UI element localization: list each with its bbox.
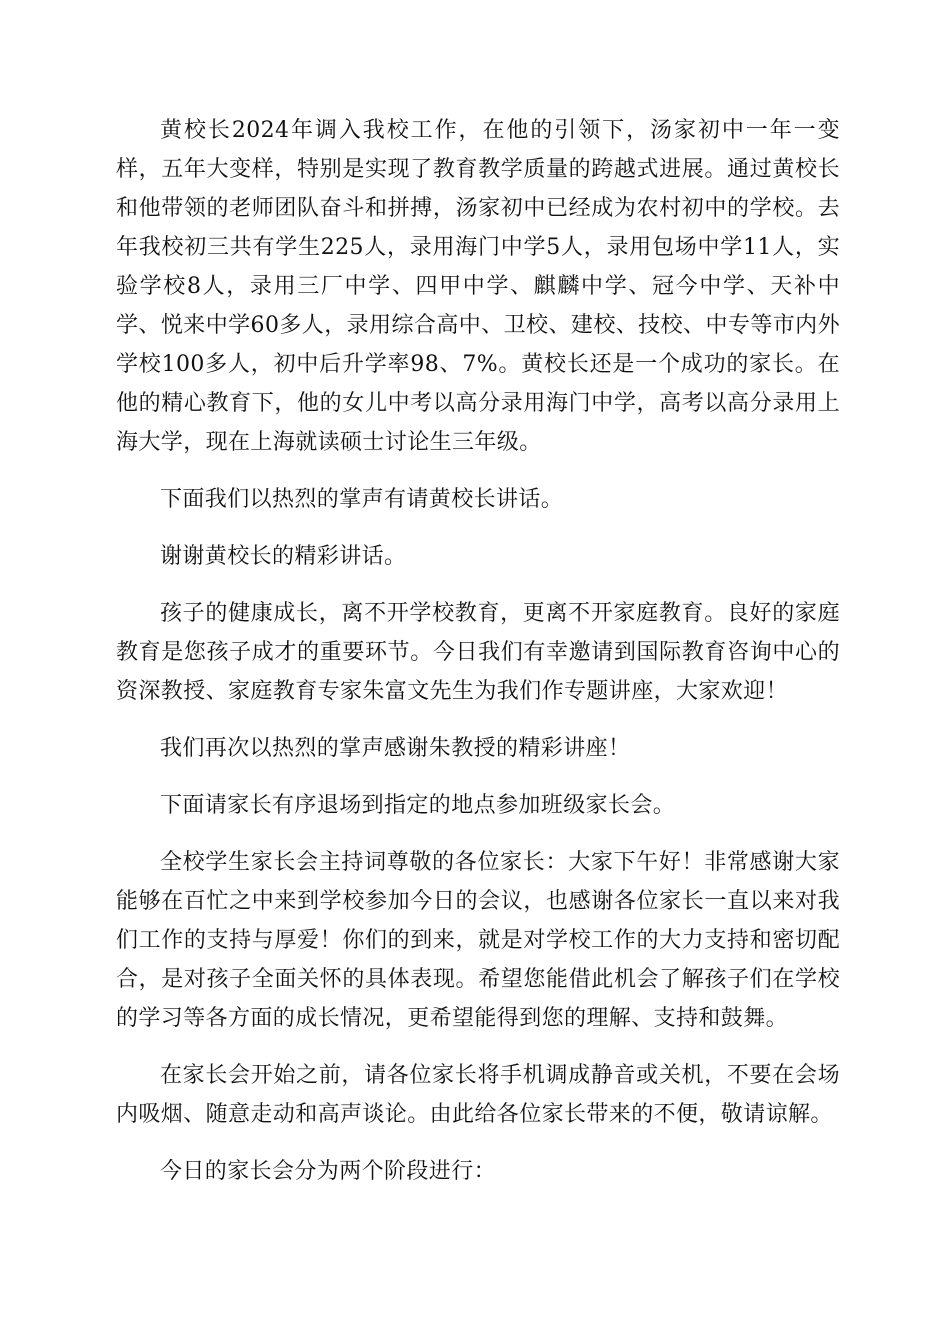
paragraph-thanks-speech: 谢谢黄校长的精彩讲话。 xyxy=(160,544,407,569)
paragraph-exit-instructions: 下面请家长有序退场到指定的地点参加班级家长会。 xyxy=(160,793,676,818)
paragraph-meeting-rules: 在家长会开始之前，请各位家长将手机调成静音或关机，不要在会场内吸烟、随意走动和高声谈论。由此给各位家长带来的不便，敬请谅解。 xyxy=(116,1063,840,1127)
paragraph-invite-speech: 下面我们以热烈的掌声有请黄校长讲话。 xyxy=(160,487,564,512)
paragraph-meeting-stages: 今日的家长会分为两个阶段进行： xyxy=(160,1159,497,1184)
document-body xyxy=(116,111,840,1209)
paragraph-thanks-lecture: 我们再次以热烈的掌声感谢朱教授的精彩讲座！ xyxy=(160,736,631,761)
paragraph-host-greeting: 全校学生家长会主持词尊敬的各位家长：大家下午好！非常感谢大家能够在百忙之中来到学校参加今日的会议，也感谢各位家长一直以来对我们工作的支持与厚爱！你们的到来，就是对学校工作的大力支持和密切配合，是对孩子全面关怀的具体表现。希望您能借此机会了解孩子们在学校的学习等各方面的成长情况，更希望能得到您的理解、支持和鼓舞。 xyxy=(116,850,840,1031)
paragraph-family-education: 孩子的健康成长，离不开学校教育，更离不开家庭教育。良好的家庭教育是您孩子成才的重要环节。今日我们有幸邀请到国际教育咨询中心的资深教授、家庭教育专家朱富文先生为我们作专题讲座，大家欢迎！ xyxy=(116,601,840,704)
paragraph-principal-intro: 黄校长2024年调入我校工作，在他的引领下，汤家初中一年一变样，五年大变样，特别是实现了教育教学质量的跨越式进展。通过黄校长和他带领的老师团队奋斗和拼搏，汤家初中已经成为农村初中的学校。去年我校初三共有学生225人，录用海门中学5人，录用包场中学11人，实验学校8人，录用三厂中学、四甲中学、麒麟中学、冠今中学、天补中学、悦来中学60多人，录用综合高中、卫校、建校、技校、中专等市内外学校100多人，初中后升学率98、7%。黄校长还是一个成功的家长。在他的精心教育下，他的女儿中考以高分录用海门中学，高考以高分录用上海大学，现在上海就读硕士讨论生三年级。 xyxy=(116,118,840,455)
